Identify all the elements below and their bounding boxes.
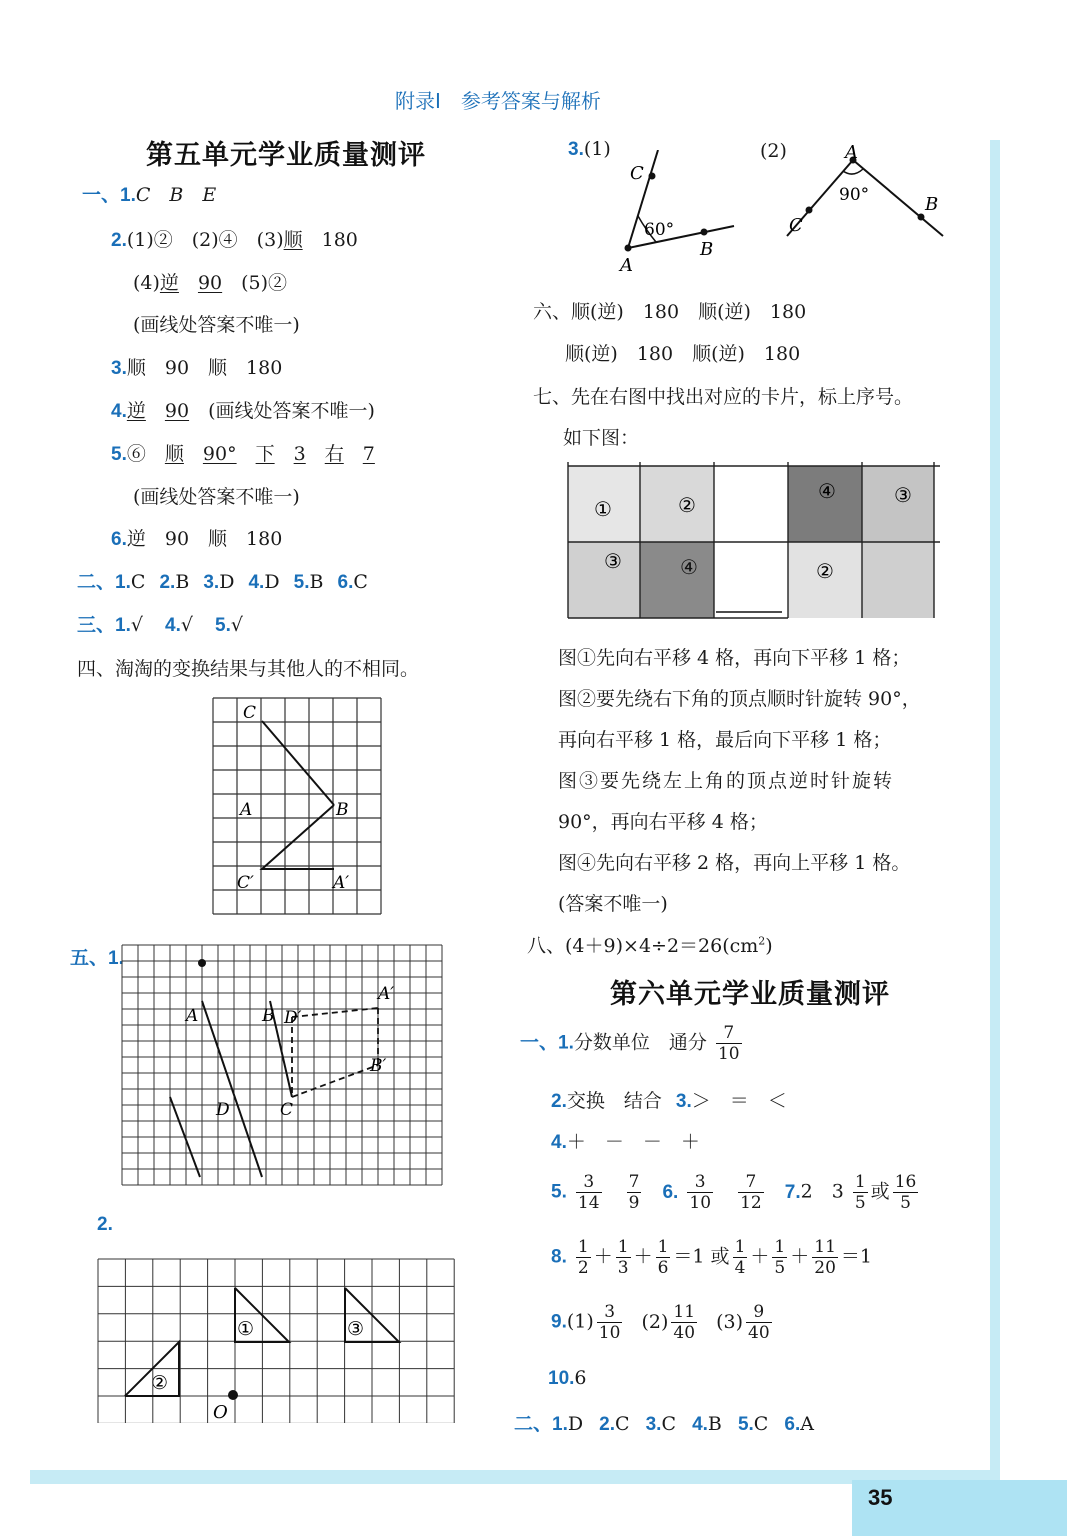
label-b-prime: B′	[370, 1056, 387, 1076]
card-label: ①	[594, 497, 612, 521]
label-a-prime: A′	[378, 984, 395, 1004]
card-label: ②	[816, 559, 834, 583]
u5-section2: 二、1.C 2.B 3.D 4.D 5.B 6.C	[77, 571, 368, 593]
u5-section4: 四、淘淘的变换结果与其他人的不相同。	[77, 658, 420, 680]
label-c: C	[789, 215, 803, 236]
fraction: $\frac{11}{40}$	[673, 1302, 696, 1343]
card-label: ②	[678, 493, 696, 517]
point-dot	[198, 959, 206, 967]
u5-section7-e3b: 90°，再向右平移 4 格；	[558, 811, 768, 833]
fraction: $\frac{1}{3}$	[617, 1237, 629, 1278]
fraction: $\frac{1}{6}$	[657, 1237, 669, 1278]
card-label: ③	[894, 483, 912, 507]
label-1: ①	[237, 1318, 255, 1340]
point-o	[228, 1390, 238, 1400]
card-r1c2	[640, 466, 714, 542]
u5-q1-2-note: (画线处答案不唯一)	[133, 314, 300, 336]
page-number: 35	[868, 1485, 893, 1510]
fraction: $\frac{1}{4}$	[734, 1237, 746, 1278]
section5-grid2-figure	[97, 1258, 472, 1423]
u5-section7-e2a: 图②要先绕右下角的顶点顺时针旋转 90°，	[558, 688, 921, 710]
label-a: A	[240, 800, 253, 820]
shape-transformed	[262, 805, 334, 869]
fraction: $\frac{7}{9}$	[628, 1172, 640, 1213]
fraction: $\frac{11}{20}$	[814, 1237, 836, 1278]
label-angle: 60°	[644, 220, 675, 240]
label-c: C	[630, 163, 644, 184]
label-a: A	[620, 255, 633, 275]
shape-original	[262, 721, 334, 805]
u5-section7-note: (答案不唯一)	[558, 893, 668, 915]
point-c	[806, 207, 813, 214]
card-label: ④	[680, 555, 698, 579]
u5-q1-4: 4.逆 90 (画线处答案不唯一)	[111, 400, 375, 422]
fraction: $\frac{7}{12}$	[740, 1172, 762, 1213]
fraction: $\frac{3}{10}$	[598, 1302, 621, 1343]
label-a: A	[845, 142, 858, 163]
card-r2c2	[640, 542, 714, 618]
u5-section7-e4: 图④先向右平移 2 格，再向上平移 1 格。	[558, 852, 911, 874]
u5-section6-l2: 顺(逆) 180 顺(逆) 180	[565, 343, 801, 365]
u5-section7-e3a: 图③要先绕左上角的顶点逆时针旋转	[558, 770, 895, 792]
point-b	[701, 229, 708, 236]
u5-q1-6: 6.逆 90 顺 180	[111, 528, 283, 550]
point-b	[918, 214, 925, 221]
fraction: $\frac{16}{5}$	[894, 1172, 917, 1213]
u5-q1-3: 3.顺 90 顺 180	[111, 357, 283, 379]
u5-section8: 八、$(4+9)\times 4\div 2=26(cm^2)$	[527, 934, 773, 957]
card-label: ③	[604, 549, 622, 573]
u5-q3-right-p2: (2)	[760, 140, 787, 162]
u5-section6-l1: 六、顺(逆) 180 顺(逆) 180	[533, 301, 807, 323]
u5-q3-right: 3.(1)	[568, 138, 611, 160]
label-a-prime: A′	[333, 873, 350, 893]
section5-grid1-figure	[120, 943, 455, 1193]
u5-section7-l1: 七、先在右图中找出对应的卡片，标上序号。	[533, 386, 914, 408]
u5-section7-e1: 图①先向右平移 4 格，再向下平移 1 格；	[558, 647, 911, 669]
label-b: B	[925, 194, 939, 215]
label-c: C	[243, 703, 257, 723]
unit6-title: 第六单元学业质量测评	[610, 979, 890, 1010]
card-puzzle-figure	[560, 462, 942, 622]
u5-section7-l2: 如下图：	[563, 427, 640, 449]
angle-figure-2	[785, 140, 950, 245]
u5-q1-5: 5.⑥ 顺 90° 下 3 右 7	[111, 443, 375, 465]
label-b: B	[262, 1006, 275, 1026]
dashed-c-b	[292, 1065, 378, 1097]
fraction: $\frac{3}{14}$	[577, 1172, 600, 1213]
grid-lines	[122, 945, 442, 1185]
point-c	[649, 173, 656, 180]
label-d-prime: D′	[284, 1008, 302, 1028]
right-border-band	[990, 140, 1000, 1480]
u5-q1-2-b: (4)逆 90 (5)②	[133, 272, 288, 294]
point-a	[625, 245, 632, 252]
u5-q1-5-note: (画线处答案不唯一)	[133, 486, 300, 508]
label-o: O	[213, 1402, 228, 1423]
u6-q1-4: 4.＋ － － ＋	[551, 1131, 700, 1153]
u5-section7-e2b: 再向右平移 1 格，最后向下平移 1 格；	[558, 729, 892, 751]
section4-grid-figure	[212, 697, 384, 919]
u5-section5-q2: 2.	[97, 1214, 113, 1235]
fraction: $\frac{1}{5}$	[854, 1172, 866, 1213]
label-2: ②	[151, 1372, 169, 1394]
label-b: B	[336, 800, 349, 820]
u6-q1-1: 一、1.分数单位 通分 $\frac{7}{10}$	[520, 1023, 740, 1064]
u6-q1-8: 8. $\frac{1}{2}$ ＋ $\frac{1}{3}$ ＋ $\frac{1}{6}$ ＝1 或 $\frac{1}{4}$ ＋ $\frac{1}{5}$ ＋ $\frac{11}{20}$ ＝1	[551, 1237, 872, 1278]
page-header: 附录Ⅰ 参考答案与解析	[395, 89, 601, 113]
u6-q1-10: 10.6	[548, 1367, 587, 1389]
u5-section5-q1: 五、1.	[70, 948, 124, 969]
card-r1c4	[788, 466, 862, 542]
label-b: B	[700, 239, 714, 260]
label-d: D	[216, 1100, 230, 1120]
card-r2c5	[862, 542, 934, 618]
u6-q1-9: 9.(1) $\frac{3}{10}$ (2) $\frac{11}{40}$ (3) $\frac{9}{40}$	[551, 1302, 770, 1343]
fraction: $\frac{9}{40}$	[748, 1302, 770, 1343]
u5-q1-2: 2.(1)② (2)④ (3)顺 180	[111, 229, 358, 251]
fraction: $\frac{3}{10}$	[689, 1172, 712, 1213]
u5-q1-1: 一、1.C B E	[82, 184, 217, 206]
angle-mark	[843, 169, 863, 174]
u6-section2: 二、1.D 2.C 3.C 4.B 5.C 6.A	[514, 1413, 814, 1435]
card-label: ④	[818, 479, 836, 503]
label-angle: 90°	[839, 185, 870, 205]
label-3: ③	[347, 1318, 365, 1340]
unit5-title: 第五单元学业质量测评	[146, 140, 426, 171]
angle-figure-1	[600, 150, 750, 275]
fraction: $\frac{7}{10}$	[717, 1023, 740, 1064]
fraction: $\frac{1}{5}$	[774, 1237, 786, 1278]
u6-q1-2-3: 2.交换 结合 3.＞ ＝ ＜	[551, 1090, 787, 1112]
u5-section3: 三、1.√ 4.√ 5.√	[77, 614, 244, 636]
label-c: C	[280, 1100, 294, 1120]
u6-q1-5-6-7: 5. $\frac{3}{14}$ $\frac{7}{9}$ 6. $\frac{3}{10}$ $\frac{7}{12}$ 7.2 3 $\frac{1}{5}$ 或 $\frac{16}{5}$	[551, 1172, 917, 1213]
fraction: $\frac{1}{2}$	[577, 1237, 589, 1278]
label-c-prime: C′	[237, 873, 254, 893]
label-a: A	[186, 1006, 199, 1026]
